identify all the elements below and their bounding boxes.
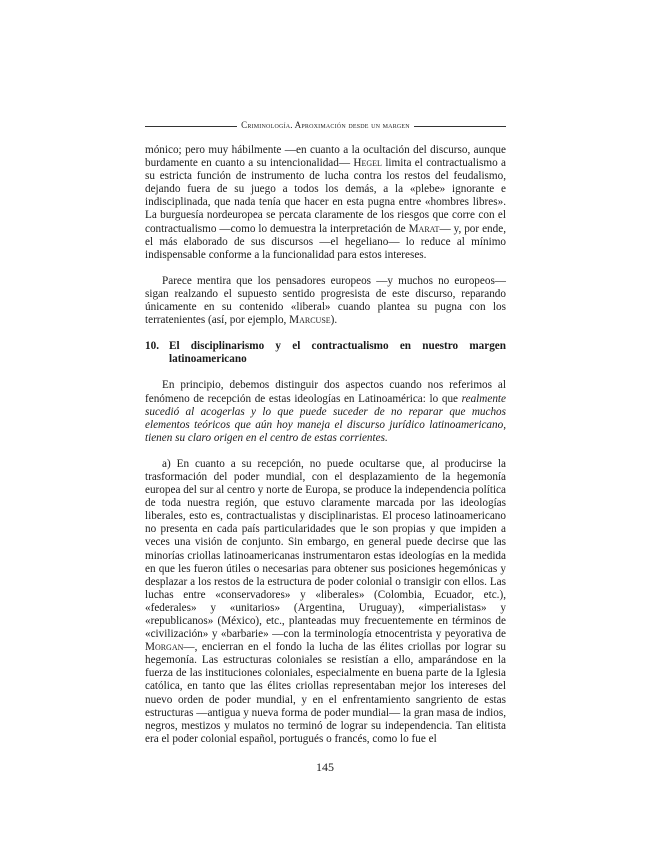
running-title: Criminología. Aproximación desde un margen bbox=[241, 120, 410, 130]
paragraph-3-italic: realmente sucedió al acogerlas y lo que puede suceder de no reparar que muchos elementos teóricos que aún hoy maneja el discurso jurídico latinoamericano, tienen su claro origen en el centro de estas corrientes. bbox=[145, 392, 506, 444]
paragraph-1-text-a: mónico; pero muy hábilmente —en cuanto a la ocultación del discurso, aunque burdamente en cuanto a su intencionalidad— bbox=[145, 144, 506, 170]
paragraph-1-text-c: — y, por ende, el más elaborado de sus discursos —el hegeliano— lo reduce al mínimo indispensable conforme a la funcionalidad para estos intereses. bbox=[145, 222, 506, 261]
author-name-morgan: Morgan bbox=[145, 641, 184, 654]
paragraph-2-text-b: ). bbox=[330, 314, 338, 327]
paragraph-1 bbox=[145, 144, 506, 262]
body-text bbox=[145, 144, 506, 746]
header-rule-left bbox=[145, 126, 237, 127]
author-name-marcuse: Marcuse bbox=[289, 314, 331, 327]
paragraph-4 bbox=[145, 458, 506, 746]
paragraph-3 bbox=[145, 379, 506, 444]
header-rule-right bbox=[414, 126, 506, 127]
paragraph-4-text-a: a) En cuanto a su recepción, no puede ocultarse que, al producirse la trasformación del poder mundial, con el desplazamiento de la hegemonía europea del sur al centro y norte de Europa, se produce la independencia política de toda nuestra región, que estuvo claramente marcada por las ideologías liberales, esto es, contractualistas y disciplinaristas. El proceso latinoamericano no presenta en cada país particularidades que le son propias y que impiden a veces una visión de conjunto. Sin embargo, en general puede decirse que las minorías criollas latinoamericanas instrumentaron estas ideologías en la medida en que les fueron útiles o necesarias para obtener sus posiciones hegemónicas y desplazar a los restos de la estructura de poder colonial o transigir con ellos. Las luchas entre «conservadores» y «liberales» (Colombia, Ecuador, etc.), «federales» y «unitarios» (Argentina, Uruguay), «imperialistas» y «republicanos» (México), etc., planteadas muy frecuentemente en términos de «civilización» y «barbarie» —con la terminología etnocentrista y peyorativa de bbox=[145, 457, 506, 641]
paragraph-3-text: En principio, debemos distinguir dos aspectos cuando nos referimos al fenómeno de recepción de estas ideologías en Latinoamérica: lo que bbox=[145, 379, 506, 405]
paragraph-4-text-b: —, encierran en el fondo la lucha de las élites criollas por lograr su hegemonía. Las estructuras coloniales se resistían a ello, amparándose en la fuerza de las instituciones coloniales, especialmente en buena parte de la Iglesia católica, en tanto que las élites criollas representaban mejor los intereses del nuevo orden de poder mundial, y en el enfrentamiento sangriento de estas estructuras —antigua y nueva forma de poder mundial— la gran masa de indios, negros, mestizos y mulatos no terminó de lograr su independencia. Tan elitista era el poder colonial español, portugués o francés, como lo fue el bbox=[145, 641, 506, 745]
section-heading bbox=[145, 340, 506, 366]
running-header bbox=[145, 120, 506, 130]
page-number: 145 bbox=[316, 760, 334, 774]
section-title: El disciplinarismo y el contractualismo en nuestro margen latinoamericano bbox=[169, 340, 506, 366]
section-number: 10. bbox=[145, 340, 159, 353]
author-name-hegel: Hegel bbox=[353, 157, 382, 170]
paragraph-2-text-a: Parece mentira que los pensadores europeos —y muchos no europeos— sigan realzando el supuesto sentido progresista de este discurso, reparando únicamente en su contenido «liberal» cuando plantea su pugna con los terratenientes (así, por ejemplo, bbox=[145, 274, 506, 327]
paragraph-1-text-b: limita el contractualismo a su estricta función de instrumento de lucha contra los restos del feudalismo, dejando fuera de su juego a todos los demás, a la «plebe» ignorante e indisciplinada, que nada tenía que hacer en esta pugna entre «hombres libres». La burguesía nordeuropea se percata claramente de los riesgos que corre con el contractualismo —como lo demuestra la interpretación de bbox=[145, 157, 506, 235]
paragraph-2 bbox=[145, 275, 506, 327]
author-name-marat: Marat bbox=[408, 222, 440, 235]
